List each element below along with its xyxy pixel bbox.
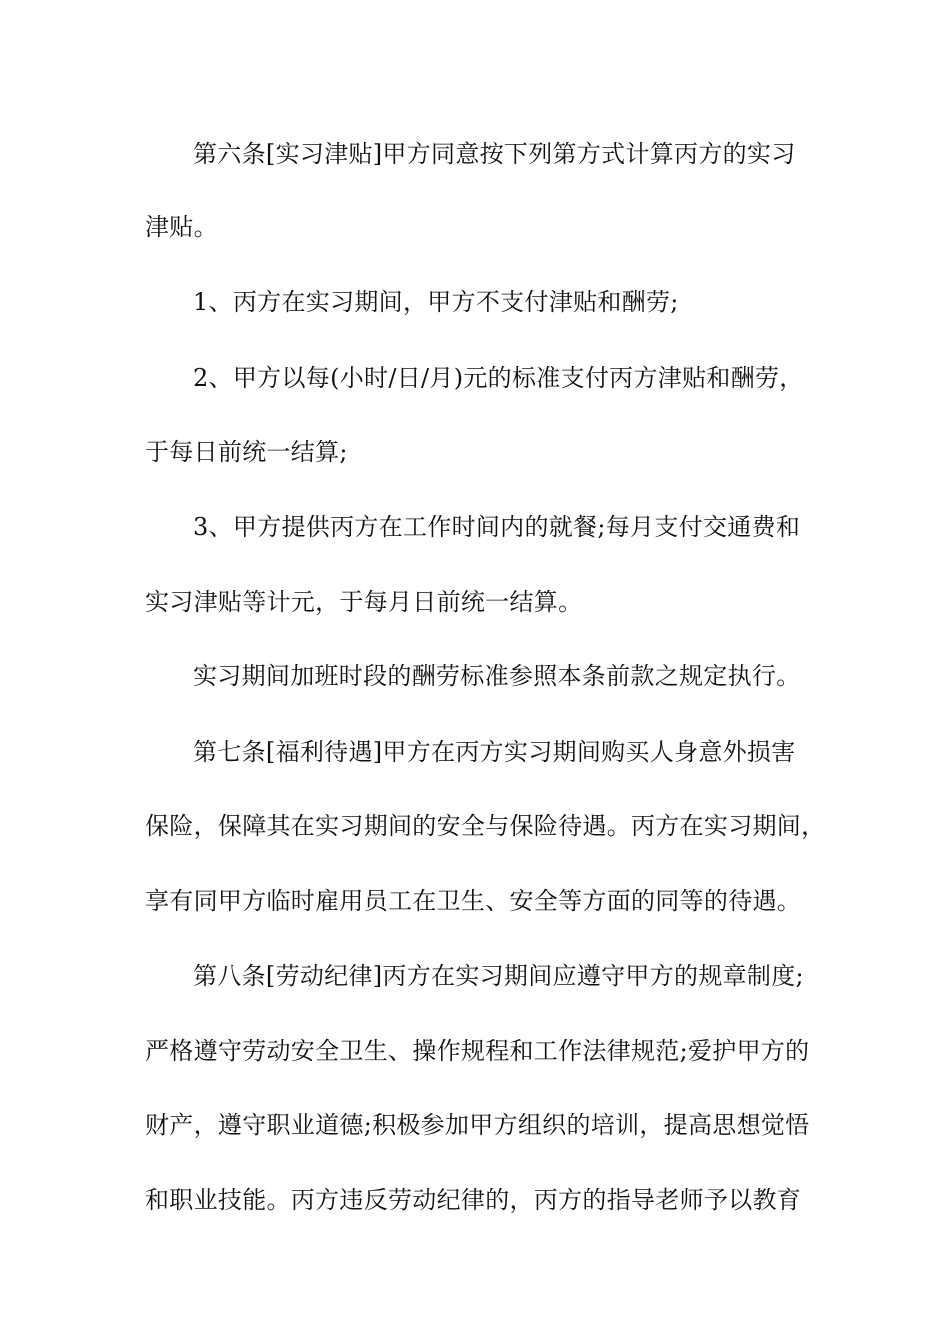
paragraph-line: 1、丙方在实习期间，甲方不支付津贴和酬劳;: [193, 288, 679, 316]
paragraph-line: 于每日前统一结算;: [145, 438, 348, 466]
paragraph-line: 实习津贴等计元，于每月日前统一结算。: [145, 588, 583, 616]
paragraph-line: 实习期间加班时段的酬劳标准参照本条前款之规定执行。: [193, 662, 801, 690]
paragraph-line: 和职业技能。丙方违反劳动纪律的，丙方的指导老师予以教育: [145, 1186, 802, 1214]
paragraph-line: 3、甲方提供丙方在工作时间内的就餐;每月支付交通费和: [193, 513, 801, 541]
paragraph-line: 第八条[劳动纪律]丙方在实习期间应遵守甲方的规章制度;: [193, 962, 804, 990]
paragraph-line: 2、甲方以每(小时/日/月)元的标准支付丙方津贴和酬劳，: [193, 364, 804, 392]
paragraph-line: 严格遵守劳动安全卫生、操作规程和工作法律规范;爱护甲方的: [145, 1037, 810, 1065]
paragraph-line: 第七条[福利待遇]甲方在丙方实习期间购买人身意外损害: [193, 738, 796, 766]
paragraph-line: 第六条[实习津贴]甲方同意按下列第方式计算丙方的实习: [193, 140, 796, 168]
paragraph-line: 财产，遵守职业道德;积极参加甲方组织的培训，提高思想觉悟: [145, 1111, 810, 1139]
paragraph-line: 享有同甲方临时雇用员工在卫生、安全等方面的同等的待遇。: [145, 887, 802, 915]
paragraph-line: 津贴。: [145, 213, 218, 241]
paragraph-line: 保险，保障其在实习期间的安全与保险待遇。丙方在实习期间，: [145, 812, 826, 840]
